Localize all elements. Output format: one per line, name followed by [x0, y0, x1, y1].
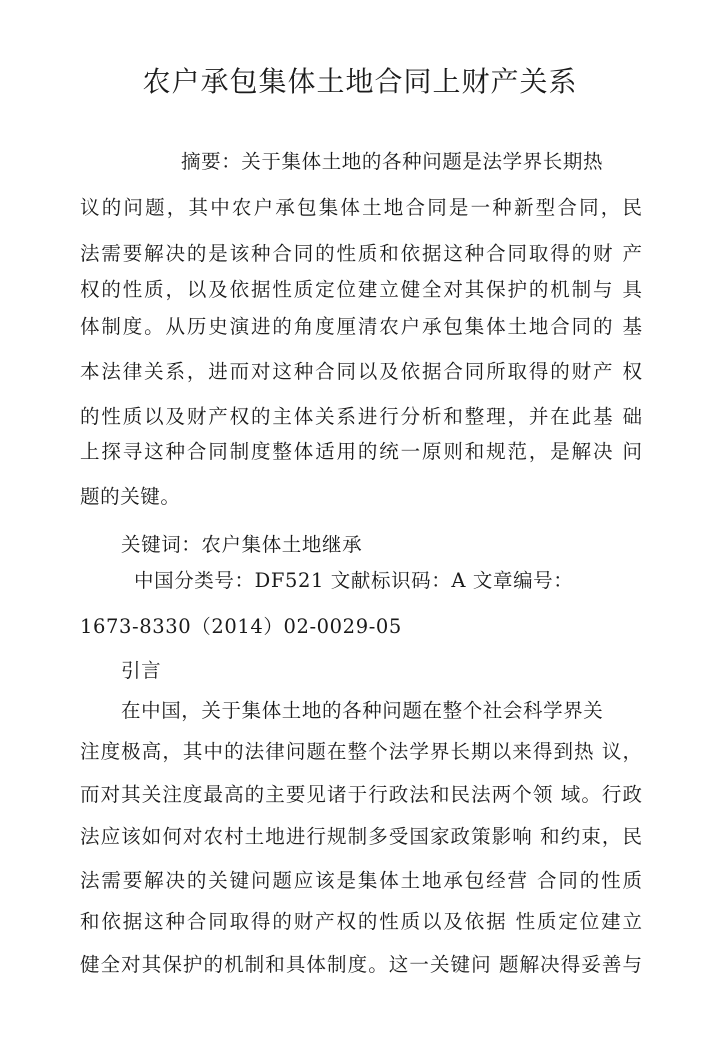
- keywords: 关键词：农户集体土地继承: [121, 533, 363, 556]
- body-line: 在中国，关于集体土地的各种问题在整个社会科学界关: [121, 699, 604, 722]
- abstract-line: 本法律关系，进而对这种合同以及依据合同所取得的财产 权: [80, 360, 642, 383]
- abstract-line: 题的关键。: [80, 485, 181, 508]
- body-line: 健全对其保护的机制和具体制度。这一关键问 题解决得妥善与: [80, 953, 642, 976]
- classification-line: 中国分类号：DF521 文献标识码：A 文章编号：: [134, 569, 574, 592]
- body-line: 注度极高，其中的法律问题在整个法学界长期以来得到热 议，: [80, 740, 642, 763]
- section-heading: 引言: [121, 659, 162, 682]
- body-line: 而对其关注度最高的主要见诸于行政法和民法两个领 域。行政: [80, 783, 642, 806]
- article-number: 1673-8330（2014）02-0029-05: [80, 615, 402, 638]
- abstract-line: 议的问题，其中农户承包集体土地合同是一种新型合同，民: [80, 196, 642, 219]
- abstract-line: 摘要：关于集体土地的各种问题是法学界长期热: [181, 150, 604, 173]
- body-line: 法应该如何对农村土地进行规制多受国家政策影响 和约束，民: [80, 825, 642, 848]
- abstract-line: 法需要解决的是该种合同的性质和依据这种合同取得的财 产: [80, 242, 642, 265]
- page-title: 农户承包集体土地合同上财产关系: [142, 65, 578, 98]
- body-line: 法需要解决的关键问题应该是集体土地承包经营 合同的性质: [80, 869, 642, 892]
- abstract-line: 权的性质，以及依据性质定位建立健全对其保护的机制与 具: [80, 278, 642, 301]
- abstract-line: 上探寻这种合同制度整体适用的统一原则和规范，是解决 问: [80, 440, 642, 463]
- abstract-line: 的性质以及财产权的主体关系进行分析和整理，并在此基 础: [80, 405, 642, 428]
- abstract-line: 体制度。从历史演进的角度厘清农户承包集体土地合同的 基: [80, 315, 642, 338]
- body-line: 和依据这种合同取得的财产权的性质以及依据 性质定位建立: [80, 910, 642, 933]
